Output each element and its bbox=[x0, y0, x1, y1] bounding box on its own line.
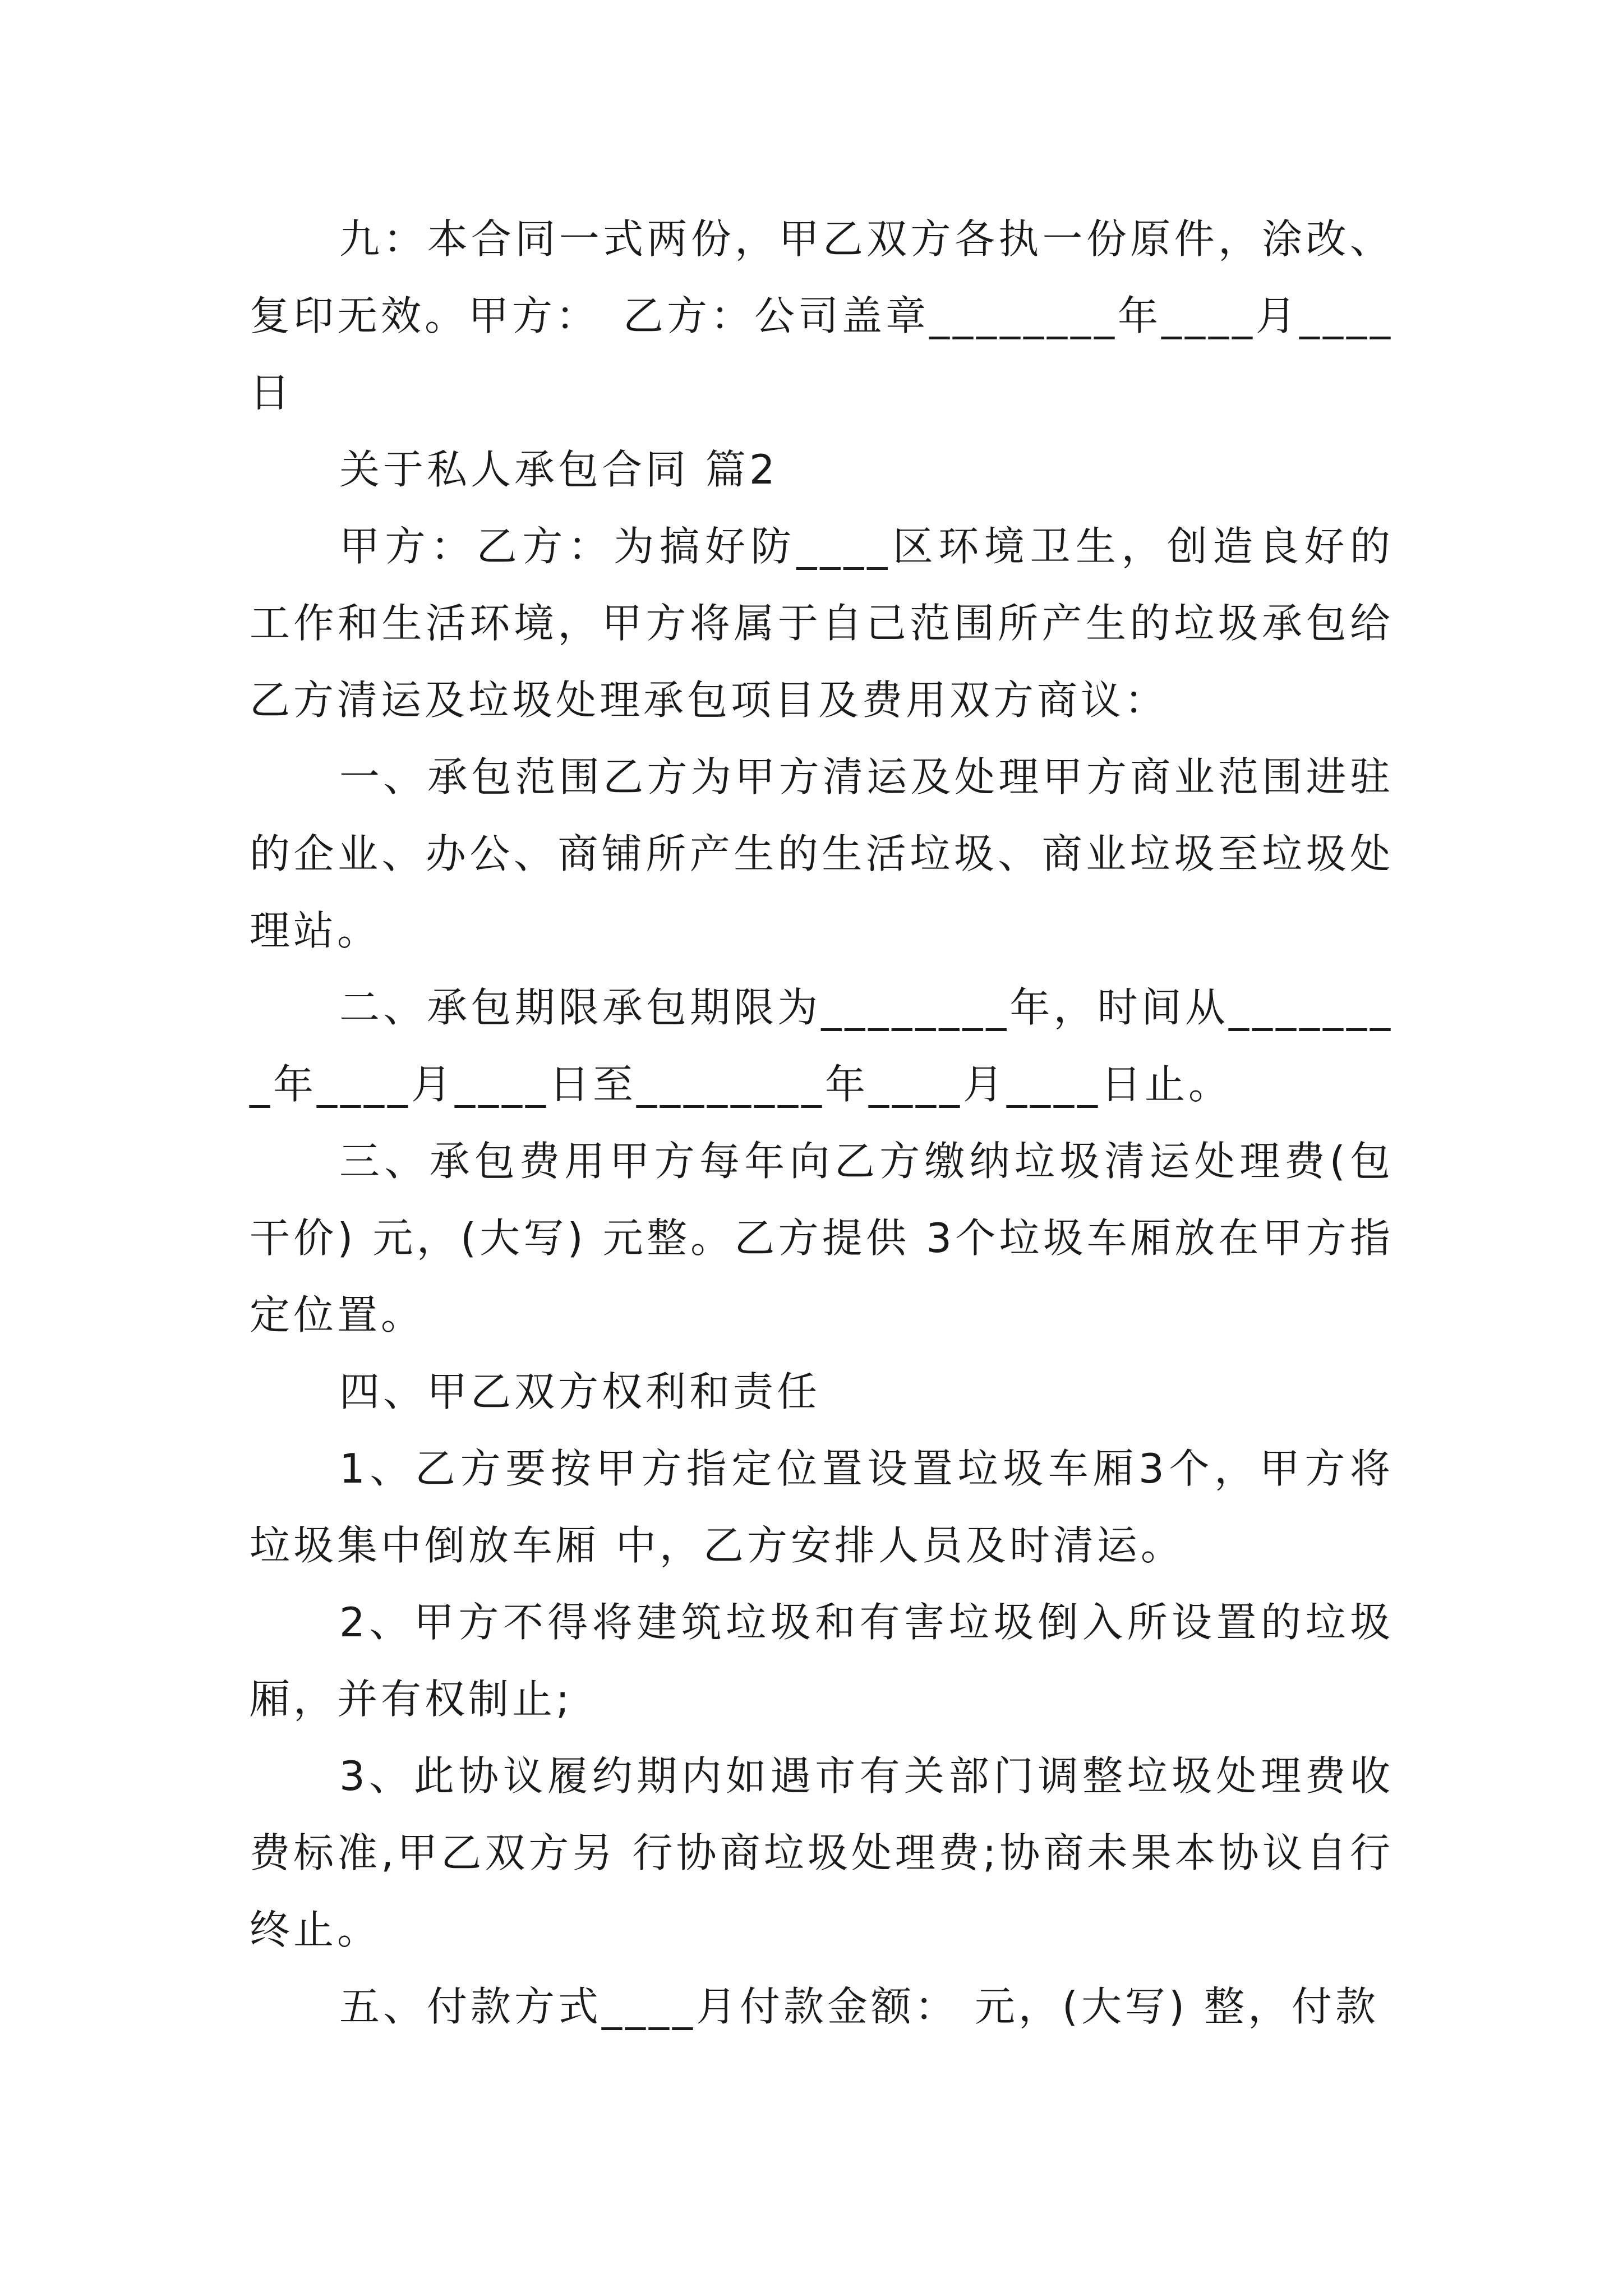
paragraph-rights-item-2: 2、甲方不得将建筑垃圾和有害垃圾倒入所设置的垃圾厢，并有权制止; bbox=[250, 1599, 1394, 1723]
paragraph-fees: 三、承包费用甲方每年向乙方缴纳垃圾清运处理费(包干价) 元，(大写) 元整。乙方提供 3个垃圾车厢放在甲方指定位置。 bbox=[250, 1138, 1394, 1338]
document-body bbox=[250, 201, 1394, 2045]
paragraph-rights-item-1: 1、乙方要按甲方指定位置设置垃圾车厢3个，甲方将垃圾集中倒放车厢 中，乙方安排人员及时清运。 bbox=[250, 1445, 1394, 1569]
paragraph-rights-item-3: 3、此协议履约期内如遇市有关部门调整垃圾处理费收费标准,甲乙双方另 行协商垃圾处理费;协商未果本协议自行终止。 bbox=[250, 1752, 1394, 1953]
paragraph-clause-nine: 九：本合同一式两份，甲乙双方各执一份原件，涂改、复印无效。甲方： 乙方：公司盖章________年____月____日 bbox=[250, 215, 1394, 416]
paragraph-preamble: 甲方：乙方：为搞好防____区环境卫生，创造良好的工作和生活环境，甲方将属于自己范围所产生的垃圾承包给乙方清运及垃圾处理承包项目及费用双方商议： bbox=[250, 523, 1394, 724]
paragraph-scope: 一、承包范围乙方为甲方清运及处理甲方商业范围进驻的企业、办公、商铺所产生的生活垃圾、商业垃圾至垃圾处理站。 bbox=[250, 753, 1394, 954]
section-heading: 关于私人承包合同 篇2 bbox=[339, 446, 778, 493]
paragraph-payment: 五、付款方式____月付款金额： 元，(大写) 整，付款 bbox=[339, 1983, 1379, 2030]
paragraph-rights-heading: 四、甲乙双方权利和责任 bbox=[339, 1368, 821, 1415]
paragraph-term: 二、承包期限承包期限为________年，时间从________年____月____日至________年____月____日止。 bbox=[250, 984, 1394, 1108]
